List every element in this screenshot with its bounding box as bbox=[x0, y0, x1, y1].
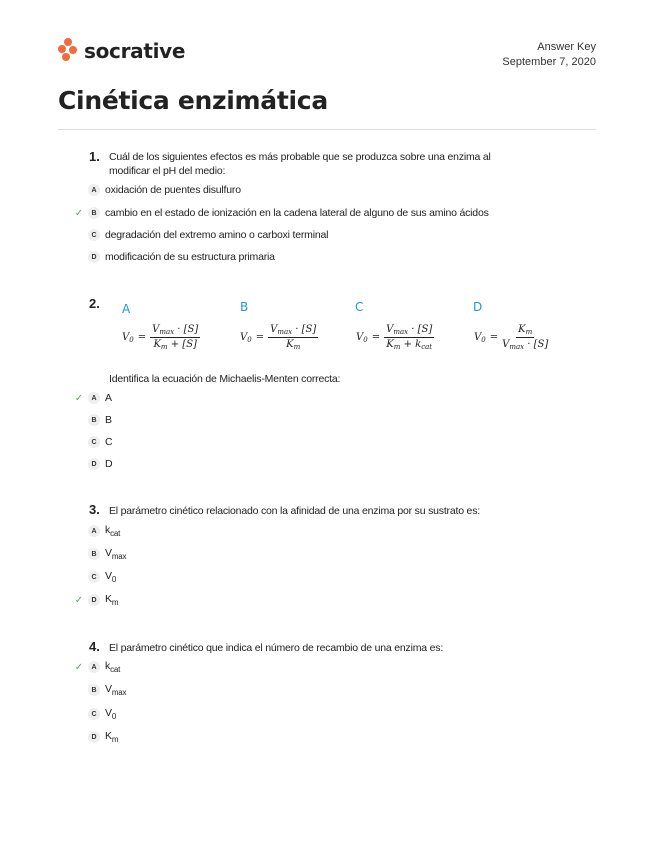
equation-a: $V_0$ = $\frac{V_{max} \cdot [S]}{K_m + [S]}$ bbox=[122, 324, 199, 351]
question-1-option-d bbox=[72, 249, 275, 265]
question-2-option-a bbox=[72, 390, 112, 406]
option-text: $V_0$ bbox=[105, 707, 117, 721]
question-3-option-d bbox=[72, 592, 118, 608]
question-4-number: 4. bbox=[89, 639, 100, 654]
equation-label-a: A bbox=[122, 302, 131, 316]
socrative-logo bbox=[58, 38, 185, 64]
option-text: oxidación de puentes disulfuro bbox=[105, 184, 241, 196]
option-letter-badge: D bbox=[88, 251, 100, 263]
option-letter-badge: B bbox=[88, 548, 100, 560]
question-1-text bbox=[109, 150, 491, 178]
option-text: A bbox=[105, 392, 112, 404]
question-1-text-line1: Cuál de los siguientes efectos es más probable que se produzca sobre una enzima al bbox=[109, 151, 491, 163]
question-1-option-b bbox=[72, 205, 489, 221]
option-letter-badge: D bbox=[88, 731, 100, 743]
question-2-option-b bbox=[72, 412, 112, 428]
question-4-option-c bbox=[72, 706, 116, 722]
equation-label-c: C bbox=[355, 300, 364, 314]
socrative-logo-icon bbox=[58, 38, 78, 64]
question-2-text: Identifica la ecuación de Michaelis-Menten correcta: bbox=[109, 373, 341, 385]
option-text: degradación del extremo amino o carboxi terminal bbox=[105, 229, 329, 241]
option-letter-badge: C bbox=[88, 708, 100, 720]
equation-d: $V_0$ = $\frac{K_m}{V_{max} \cdot [S]}$ bbox=[474, 324, 549, 351]
question-2-option-d bbox=[72, 456, 112, 472]
option-letter-badge: A bbox=[88, 184, 100, 196]
question-3-option-b bbox=[72, 546, 126, 562]
question-4-option-b bbox=[72, 682, 126, 698]
option-letter-badge: B bbox=[88, 684, 100, 696]
question-1-text-line2: modificar el pH del medio: bbox=[109, 165, 226, 177]
equation-label-b: B bbox=[240, 300, 249, 314]
option-letter-badge: A bbox=[88, 661, 100, 673]
correct-check-icon: ✓ bbox=[74, 661, 84, 673]
question-3-option-c bbox=[72, 569, 116, 585]
option-text: $K_m$ bbox=[105, 730, 119, 744]
option-text: $V_{max}$ bbox=[105, 547, 127, 561]
equation-b: $V_0$ = $\frac{V_{max} \cdot [S]}{K_m}$ bbox=[240, 324, 317, 351]
option-letter-badge: D bbox=[88, 594, 100, 606]
option-letter-badge: C bbox=[88, 571, 100, 583]
page-title: Cinética enzimática bbox=[58, 86, 328, 115]
correct-check-icon: ✓ bbox=[74, 594, 84, 606]
question-2-option-c bbox=[72, 434, 112, 450]
question-4-option-d bbox=[72, 729, 118, 745]
option-text: cambio en el estado de ionización en la cadena lateral de alguno de sus amino ácidos bbox=[105, 207, 489, 219]
equation-label-d: D bbox=[473, 300, 483, 314]
answer-key-info bbox=[502, 40, 596, 70]
option-letter-badge: B bbox=[88, 414, 100, 426]
question-3-option-a bbox=[72, 523, 120, 539]
question-3-number: 3. bbox=[89, 502, 100, 517]
brand-name: socrative bbox=[84, 39, 186, 63]
correct-check-icon: ✓ bbox=[74, 392, 84, 404]
equation-c: $V_0$ = $\frac{V_{max} \cdot [S]}{K_m + k_{cat}}$ bbox=[356, 324, 433, 351]
option-text: D bbox=[105, 458, 113, 470]
question-3-text: El parámetro cinético relacionado con la afinidad de una enzima por su sustrato es: bbox=[109, 505, 480, 517]
question-4-option-a bbox=[72, 659, 120, 675]
question-4-text: El parámetro cinético que indica el número de recambio de una enzima es: bbox=[109, 642, 444, 654]
option-letter-badge: C bbox=[88, 436, 100, 448]
option-letter-badge: D bbox=[88, 458, 100, 470]
title-divider bbox=[58, 129, 596, 130]
option-letter-badge: A bbox=[88, 392, 100, 404]
option-letter-badge: A bbox=[88, 525, 100, 537]
question-1-number: 1. bbox=[89, 149, 100, 164]
option-text: $k_{cat}$ bbox=[105, 660, 121, 674]
question-1-option-a bbox=[72, 182, 241, 198]
answer-key-label: Answer Key bbox=[537, 41, 596, 53]
option-text: $V_{max}$ bbox=[105, 683, 127, 697]
option-letter-badge: C bbox=[88, 229, 100, 241]
question-1-option-c bbox=[72, 227, 328, 243]
option-text: $k_{cat}$ bbox=[105, 524, 121, 538]
option-text: $K_m$ bbox=[105, 593, 119, 607]
option-text: C bbox=[105, 436, 113, 448]
option-text: B bbox=[105, 414, 112, 426]
option-letter-badge: B bbox=[88, 207, 100, 219]
option-text: $V_0$ bbox=[105, 570, 117, 584]
option-text: modificación de su estructura primaria bbox=[105, 251, 275, 263]
correct-check-icon: ✓ bbox=[74, 207, 84, 219]
quiz-date: September 7, 2020 bbox=[502, 56, 596, 68]
question-2-number: 2. bbox=[89, 296, 100, 311]
